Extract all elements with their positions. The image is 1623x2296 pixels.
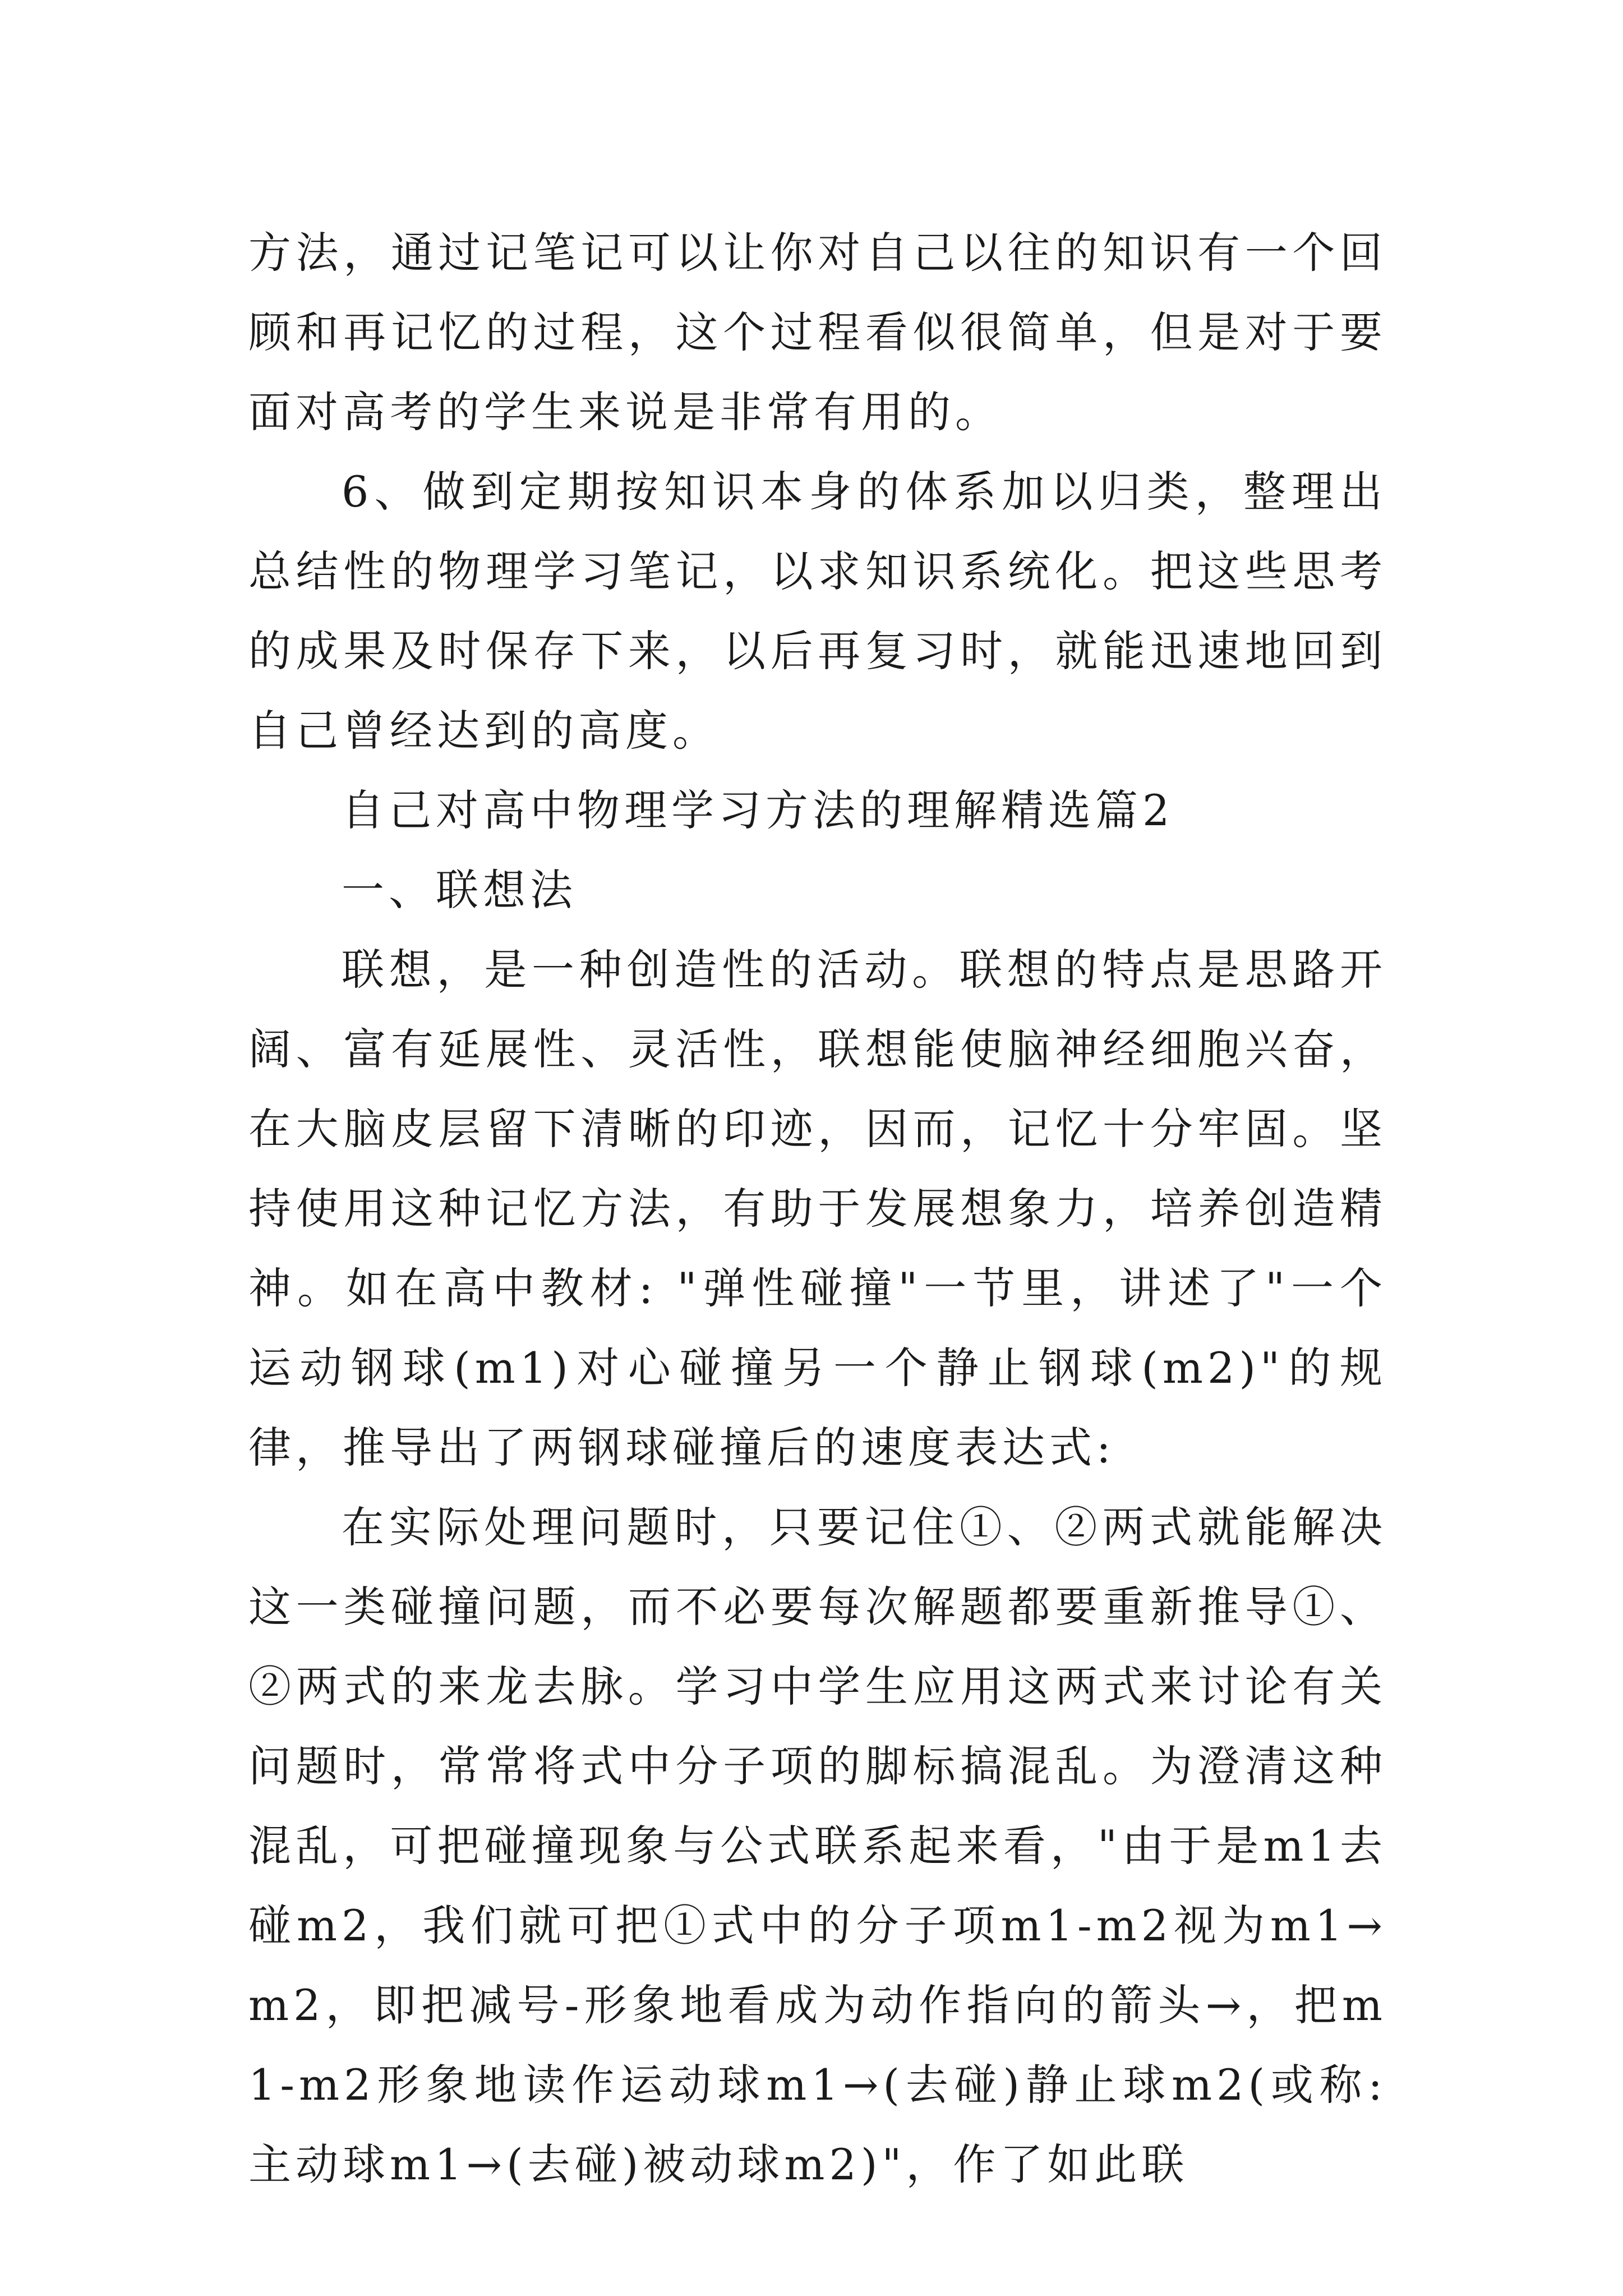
subsection-heading: 一、联想法: [342, 865, 577, 915]
section-heading: 自己对高中物理学习方法的理解精选篇2: [342, 785, 1174, 835]
paragraph-note-taking-continued: 方法，通过记笔记可以让你对自己以往的知识有一个回顾和再记忆的过程，这个过程看似很简单，但是对于要面对高考的学生来说是非常有用的。: [248, 228, 1387, 437]
paragraph-association-method: 联想，是一种创造性的活动。联想的特点是思路开阔、富有延展性、灵活性，联想能使脑神经细胞兴奋，在大脑皮层留下清晰的印迹，因而，记忆十分牢固。坚持使用这种记忆方法，有助于发展想象力，培养创造精神。如在高中教材: "弹性碰撞"一节里，讲述了"一个运动钢球(m1)对心碰撞另一个静止钢球(m2)"的规律，推导出了两钢球碰撞后的速度表达式:: [248, 945, 1387, 1473]
paragraph-item-6: 6、做到定期按知识本身的体系加以归类，整理出总结性的物理学习笔记，以求知识系统化。把这些思考的成果及时保存下来，以后再复习时，就能迅速地回到自己曾经达到的高度。: [248, 467, 1387, 756]
body-text: [248, 213, 1387, 2205]
paragraph-collision-example: 在实际处理问题时，只要记住①、②两式就能解决这一类碰撞问题，而不必要每次解题都要重新推导①、②两式的来龙去脉。学习中学生应用这两式来讨论有关问题时，常常将式中分子项的脚标搞混乱。为澄清这种混乱，可把碰撞现象与公式联系起来看，"由于是m1去碰m2，我们就可把①式中的分子项m1-m2视为m1→m2，即把减号-形象地看成为动作指向的箭头→，把m1-m2形象地读作运动球m1→(去碰)静止球m2(或称: 主动球m1→(去碰)被动球m2)"，作了如此联: [248, 1502, 1387, 2189]
